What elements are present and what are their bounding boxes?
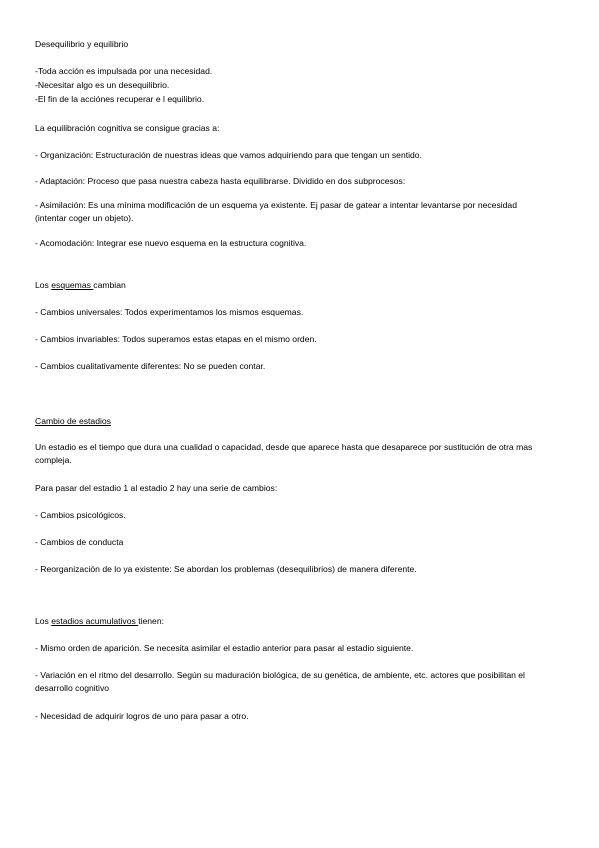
- estadio-transition: Para pasar del estadio 1 al estadio 2 hay una serie de cambios:: [35, 483, 278, 493]
- esquemas-heading-pre: Los: [35, 280, 52, 290]
- esquemas-item: - Cambios cualitativamente diferentes: No se pueden contar.: [35, 361, 266, 371]
- adaptacion-item: - Adaptación: Proceso que pasa nuestra cabeza hasta equilibrarse. Dividido en dos subprocesos:: [35, 176, 406, 186]
- esquemas-item: - Cambios invariables: Todos superamos estas etapas en el mismo orden.: [35, 334, 317, 344]
- esquemas-heading-post: cambian: [93, 280, 126, 290]
- acumulativos-item: - Variación en el ritmo del desarrollo. Según su maduración biológica, de su genética, de ambiente, etc. actores que posibilitan el desarrollo cognitivo: [35, 670, 525, 693]
- cambio-item: - Cambios de conducta: [35, 537, 124, 547]
- acumulativos-heading-post: tienen:: [138, 616, 164, 626]
- estadio-definition: Un estadio es el tiempo que dura una cualidad o capacidad, desde que aparece hasta que desaparece por sustitución de otra mas compleja.: [35, 442, 533, 465]
- acomodacion-item: - Acomodación: Integrar ese nuevo esquema en la estructura cognitiva.: [35, 238, 307, 248]
- intro-item: -El fin de la acciónes recuperar e l equilibrio.: [35, 94, 205, 104]
- esquemas-heading: [35, 279, 565, 292]
- acumulativos-heading: [35, 615, 565, 628]
- esquemas-link[interactable]: esquemas: [51, 280, 94, 290]
- cambio-item: - Cambios psicológicos.: [35, 510, 126, 520]
- intro-item: -Necesitar algo es un desequilibrio.: [35, 80, 170, 90]
- acumulativos-item: - Mismo orden de aparición. Se necesita asimilar el estadio anterior para pasar al estadio siguiente.: [35, 643, 414, 653]
- estadios-acumulativos-link[interactable]: estadios acumulativos: [51, 616, 139, 626]
- organizacion-item: - Organización: Estructuración de nuestras ideas que vamos adquiriendo para que tengan un sentido.: [35, 150, 422, 160]
- intro-item: -Toda acción es impulsada por una necesidad.: [35, 66, 213, 76]
- esquemas-item: - Cambios universales: Todos experimentamos los mismos esquemas.: [35, 307, 304, 317]
- equilibration-heading: La equilibración cognitiva se consigue gracias a:: [35, 123, 220, 133]
- document-title: Desequilibrio y equilibrio: [35, 39, 129, 49]
- asimilacion-item: - Asimilación: Es una mínima modificación de un esquema ya existente. Ej pasar de gatear a intentar levantarse por necesidad (intentar coger un objeto).: [35, 200, 517, 223]
- acumulativos-heading-pre: Los: [35, 616, 52, 626]
- acumulativos-item: - Necesidad de adquirir logros de uno para pasar a otro.: [35, 711, 249, 721]
- cambio-estadios-heading: Cambio de estadios: [35, 416, 111, 426]
- cambio-item: - Reorganización de lo ya existente: Se abordan los problemas (desequilibrios) de manera diferente.: [35, 564, 417, 574]
